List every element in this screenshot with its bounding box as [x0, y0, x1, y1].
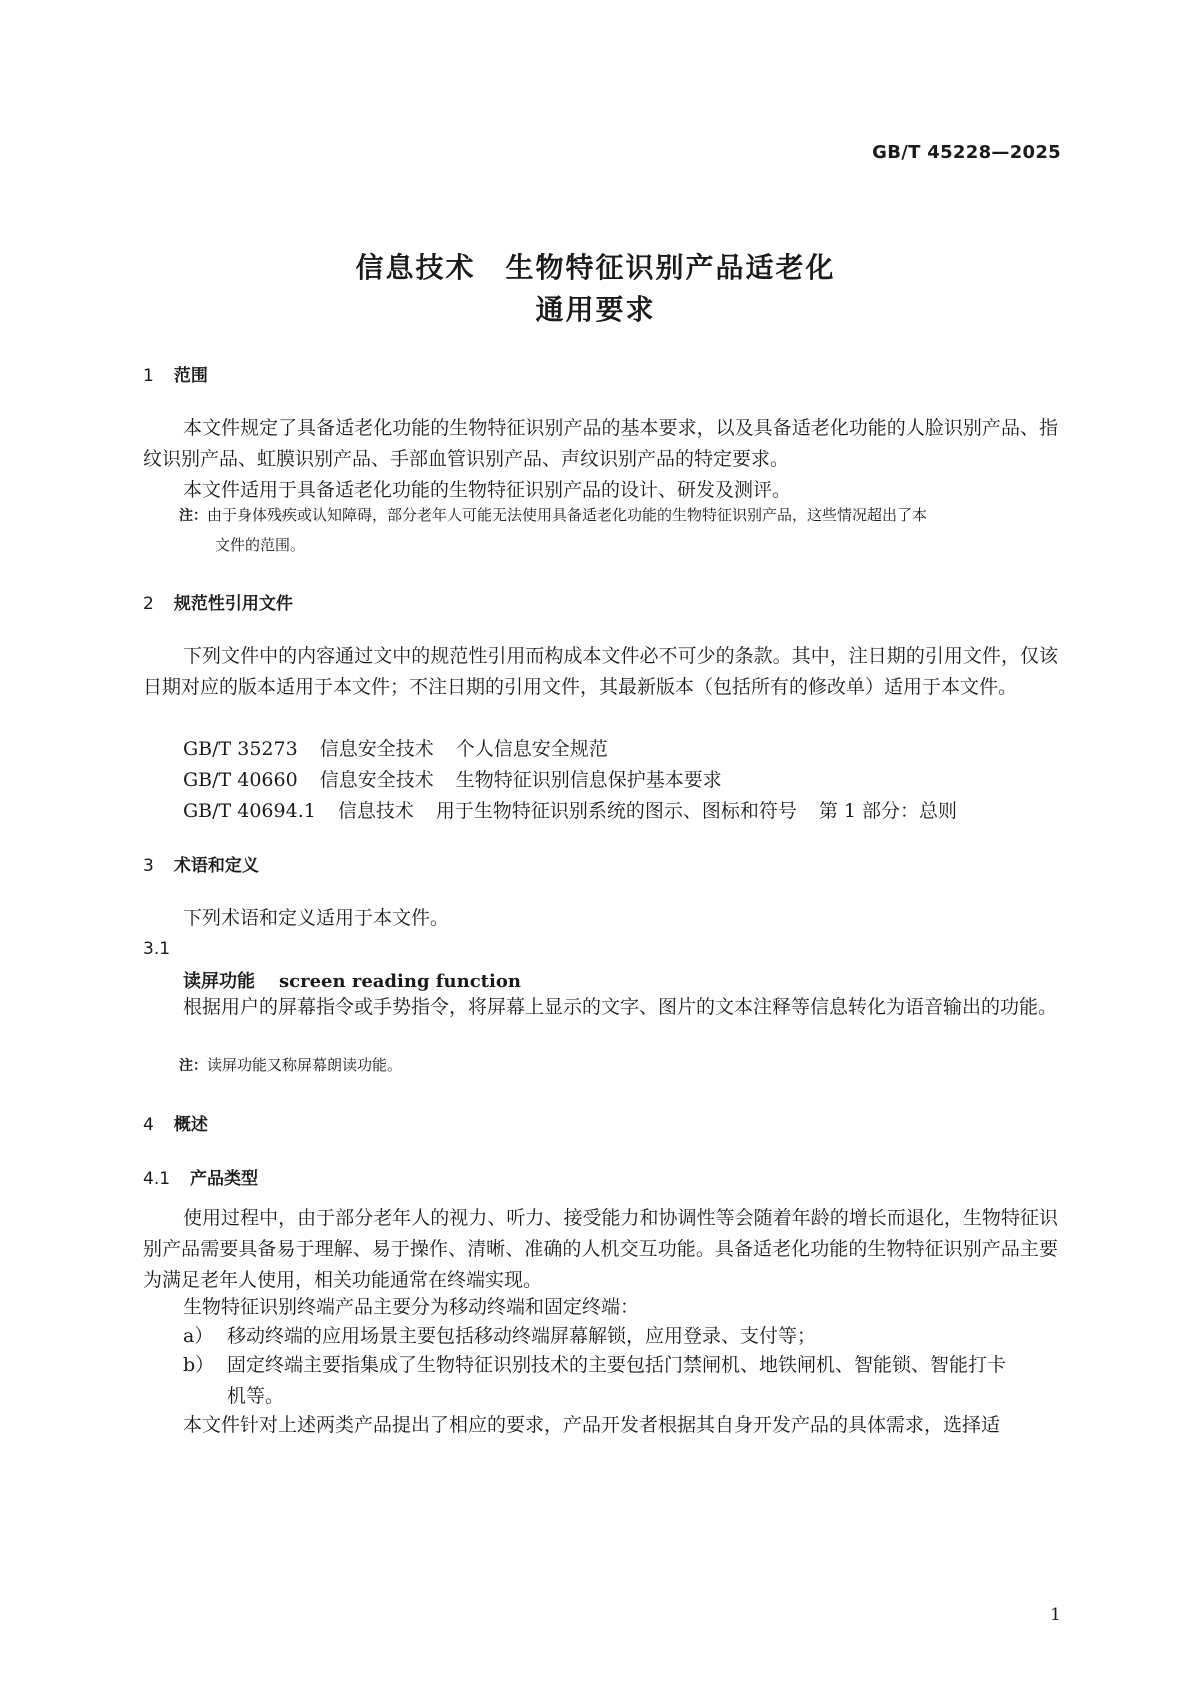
document-title-line1: 信息技术 生物特征识别产品适老化	[355, 251, 836, 284]
reference-title-part2: 生物特征识别信息保护基本要求	[455, 769, 722, 791]
list-text: 固定终端主要指集成了生物特征识别技术的主要包括门禁闸机、地铁闸机、智能锁、智能打卡	[227, 1354, 1007, 1376]
reference-title-part2: 个人信息安全规范	[455, 738, 608, 760]
section-3-paragraph-1: 下列术语和定义适用于本文件。	[183, 907, 450, 929]
section-title: 概述	[173, 1115, 208, 1135]
list-text: 移动终端的应用场景主要包括移动终端屏幕解锁，应用登录、支付等；	[227, 1325, 817, 1347]
section-1-heading	[143, 361, 208, 386]
section-3-heading	[143, 851, 259, 876]
section-number: 3	[143, 856, 154, 876]
term-english: screen reading function	[279, 971, 521, 992]
reference-title-part1: 信息安全技术	[319, 769, 434, 791]
note-label: 注：	[179, 508, 207, 524]
list-marker: b）	[183, 1354, 215, 1376]
section-4-paragraph-1: 使用过程中，由于部分老年人的视力、听力、接受能力和协调性等会随着年龄的增长而退化，生物特征识别产品需要具备易于理解、易于操作、清晰、准确的人机交互功能。具备适老化功能的生物特征识别产品主要为满足老年人使用，相关功能通常在终端实现。	[143, 1207, 1058, 1291]
section-1-note	[179, 501, 1059, 560]
normative-reference	[183, 765, 744, 796]
subsection-number: 4.1	[143, 1169, 171, 1189]
note-text: 读屏功能又称屏幕朗读功能。	[207, 1056, 403, 1074]
reference-title-part1: 信息技术	[337, 800, 414, 822]
section-title: 范围	[173, 366, 208, 386]
term-definition: 根据用户的屏幕指令或手势指令，将屏幕上显示的文字、图片的文本注释等信息转化为语音输出的功能。	[183, 996, 1058, 1018]
normative-reference	[183, 796, 979, 827]
term-chinese: 读屏功能	[183, 971, 255, 992]
reference-title-part2: 用于生物特征识别系统的图示、图标和符号	[435, 800, 797, 822]
page-number: 1	[1050, 1605, 1061, 1625]
list-text-continued: 机等。	[227, 1385, 285, 1407]
standard-number: GB/T 45228—2025	[872, 142, 1061, 163]
term-entry	[183, 967, 521, 993]
reference-title-part1: 信息安全技术	[319, 738, 434, 760]
document-title-line2: 通用要求	[535, 293, 656, 326]
note-line-2: 文件的范围。	[215, 536, 306, 554]
note-label: 注：	[179, 1058, 207, 1074]
list-item-a	[183, 1321, 1058, 1352]
section-3-note	[179, 1051, 1059, 1081]
list-item-b	[183, 1350, 1058, 1412]
section-2-paragraph-1: 下列文件中的内容通过文中的规范性引用而构成本文件必不可少的条款。其中，注日期的引用文件，仅该日期对应的版本适用于本文件；不注日期的引用文件，其最新版本（包括所有的修改单）适用于本文件。	[143, 645, 1058, 698]
section-2-heading	[143, 589, 293, 614]
subsection-4-1-heading	[143, 1164, 258, 1189]
section-title: 术语和定义	[173, 856, 259, 876]
note-line-1: 由于身体残疾或认知障碍，部分老年人可能无法使用具备适老化功能的生物特征识别产品，这些情况超出了本	[207, 506, 928, 524]
section-title: 规范性引用文件	[173, 594, 293, 614]
section-1-paragraph-1: 本文件规定了具备适老化功能的生物特征识别产品的基本要求，以及具备适老化功能的人脸识别产品、指纹识别产品、虹膜识别产品、手部血管识别产品、声纹识别产品的特定要求。	[143, 417, 1058, 470]
normative-reference	[183, 734, 630, 765]
section-4-heading	[143, 1110, 208, 1135]
subsection-title: 产品类型	[190, 1169, 259, 1189]
list-marker: a）	[183, 1325, 214, 1347]
reference-title-part3: 第 1 部分：总则	[818, 800, 958, 822]
section-4-paragraph-2: 生物特征识别终端产品主要分为移动终端和固定终端：	[183, 1296, 640, 1318]
section-1-paragraph-2: 本文件适用于具备适老化功能的生物特征识别产品的设计、研发及测评。	[183, 479, 792, 501]
term-number: 3.1	[143, 939, 171, 959]
section-number: 2	[143, 594, 154, 614]
reference-code: GB/T 40660	[183, 769, 298, 791]
section-4-paragraph-3: 本文件针对上述两类产品提出了相应的要求，产品开发者根据其自身开发产品的具体需求，选择适	[183, 1414, 1001, 1436]
reference-code: GB/T 35273	[183, 738, 298, 760]
section-number: 1	[143, 366, 154, 386]
reference-code: GB/T 40694.1	[183, 800, 316, 822]
section-number: 4	[143, 1115, 154, 1135]
